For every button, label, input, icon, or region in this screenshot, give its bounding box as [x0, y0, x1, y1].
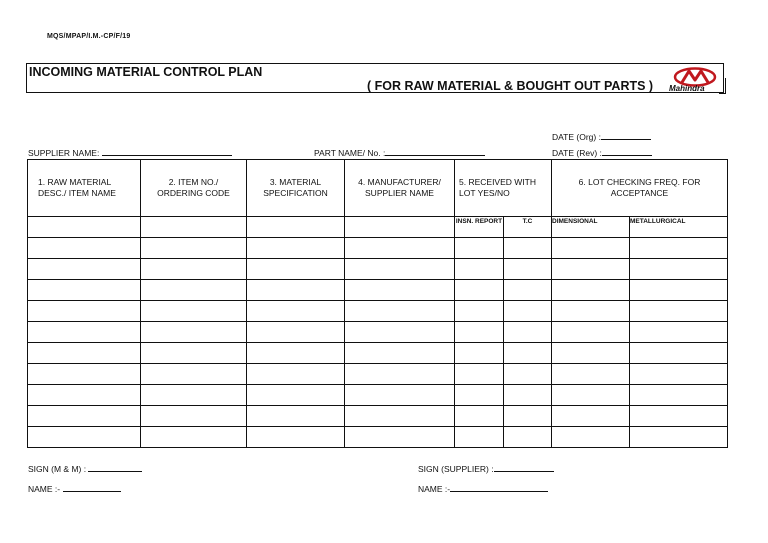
- cell[interactable]: [345, 217, 455, 238]
- table-cell[interactable]: [28, 238, 141, 259]
- col-header-item-no-text: 2. ITEM NO./ ORDERING CODE: [157, 177, 230, 198]
- table-cell[interactable]: [247, 385, 345, 406]
- logo-wordmark: Mahindra: [669, 84, 705, 93]
- table-cell[interactable]: [247, 280, 345, 301]
- name-mm-line: [63, 490, 121, 492]
- sign-mm-field[interactable]: [28, 464, 142, 474]
- table-cell[interactable]: [504, 280, 552, 301]
- table-cell[interactable]: [345, 406, 455, 427]
- table-cell[interactable]: [552, 259, 630, 280]
- sub-header-insn-report: INSN. REPORT: [455, 217, 504, 238]
- mahindra-logo: [667, 67, 723, 93]
- table-row: [28, 301, 728, 322]
- table-cell[interactable]: [630, 427, 728, 448]
- table-cell[interactable]: [345, 280, 455, 301]
- table-cell[interactable]: [455, 259, 504, 280]
- title-bracket: [719, 78, 726, 94]
- table-cell[interactable]: [345, 238, 455, 259]
- table-row: [28, 364, 728, 385]
- table-row: [28, 406, 728, 427]
- table-cell[interactable]: [455, 238, 504, 259]
- col-header-material-spec: [247, 160, 345, 217]
- table-cell[interactable]: [28, 259, 141, 280]
- table-cell[interactable]: [345, 364, 455, 385]
- table-cell[interactable]: [630, 406, 728, 427]
- table-cell[interactable]: [552, 406, 630, 427]
- table-cell[interactable]: [455, 322, 504, 343]
- cell[interactable]: [28, 217, 141, 238]
- table-cell[interactable]: [345, 322, 455, 343]
- table-row: [28, 280, 728, 301]
- name-mm-label: NAME :-: [28, 484, 61, 494]
- table-cell[interactable]: [141, 238, 247, 259]
- table-cell[interactable]: [28, 343, 141, 364]
- table-cell[interactable]: [141, 427, 247, 448]
- col-header-received-with-lot: [455, 160, 552, 217]
- table-cell[interactable]: [552, 238, 630, 259]
- table-cell[interactable]: [141, 322, 247, 343]
- table-row: [28, 259, 728, 280]
- sign-mm-line: [88, 470, 142, 472]
- table-cell[interactable]: [552, 301, 630, 322]
- part-name-line: [385, 154, 485, 156]
- table-cell[interactable]: [455, 427, 504, 448]
- table-cell[interactable]: [552, 343, 630, 364]
- sub-header-dimensional: DIMENSIONAL: [552, 217, 630, 238]
- col-header-material-spec-text: 3. MATERIAL SPECIFICATION: [263, 177, 328, 198]
- date-rev-label: DATE (Rev) :: [552, 148, 602, 158]
- table-cell[interactable]: [141, 301, 247, 322]
- table-cell[interactable]: [247, 301, 345, 322]
- table-cell[interactable]: [630, 364, 728, 385]
- table-cell[interactable]: [247, 343, 345, 364]
- col-header-raw-material-text: 1. RAW MATERIAL DESC./ ITEM NAME: [38, 177, 116, 198]
- table-cell[interactable]: [504, 343, 552, 364]
- table-cell[interactable]: [28, 322, 141, 343]
- name-supplier-label: NAME :-: [418, 484, 451, 494]
- table-cell[interactable]: [504, 406, 552, 427]
- col-header-raw-material: [28, 160, 141, 217]
- table-cell[interactable]: [455, 343, 504, 364]
- table-cell[interactable]: [141, 343, 247, 364]
- table-cell[interactable]: [28, 406, 141, 427]
- col-header-manufacturer-text: 4. MANUFACTURER/ SUPPLIER NAME: [358, 177, 441, 198]
- sign-supplier-field[interactable]: [418, 464, 554, 474]
- part-name-label: PART NAME/ No. :: [314, 148, 386, 158]
- table-cell[interactable]: [28, 385, 141, 406]
- table-cell[interactable]: [504, 259, 552, 280]
- page-title: INCOMING MATERIAL CONTROL PLAN: [29, 65, 263, 79]
- table-cell[interactable]: [345, 343, 455, 364]
- document-code: MQS/MPAP/I.M.-CP/F/19: [47, 33, 131, 40]
- table-cell[interactable]: [552, 322, 630, 343]
- table-cell[interactable]: [141, 280, 247, 301]
- table-cell[interactable]: [630, 322, 728, 343]
- table-row: [28, 343, 728, 364]
- cell[interactable]: [141, 217, 247, 238]
- table-cell[interactable]: [504, 238, 552, 259]
- table-cell[interactable]: [630, 343, 728, 364]
- table-cell[interactable]: [630, 301, 728, 322]
- table-cell[interactable]: [345, 301, 455, 322]
- col-header-received-with-lot-text: 5. RECEIVED WITH LOT YES/NO: [459, 177, 536, 198]
- table-cell[interactable]: [247, 259, 345, 280]
- table-cell[interactable]: [141, 364, 247, 385]
- table-cell[interactable]: [345, 385, 455, 406]
- col-header-manufacturer: [345, 160, 455, 217]
- table-cell[interactable]: [552, 427, 630, 448]
- table-row: [28, 238, 728, 259]
- table-cell[interactable]: [247, 364, 345, 385]
- name-mm-field[interactable]: [28, 484, 121, 494]
- table-cell[interactable]: [455, 280, 504, 301]
- name-supplier-field[interactable]: [418, 484, 548, 494]
- date-org-field[interactable]: [552, 132, 651, 142]
- table-cell[interactable]: [28, 427, 141, 448]
- table-cell[interactable]: [630, 259, 728, 280]
- col-header-lot-checking: [552, 160, 728, 217]
- col-header-item-no: [141, 160, 247, 217]
- table-row: [28, 427, 728, 448]
- table-cell[interactable]: [141, 406, 247, 427]
- sign-mm-label: SIGN (M & M) :: [28, 464, 87, 474]
- table-body: [28, 238, 728, 448]
- table-cell[interactable]: [504, 427, 552, 448]
- name-supplier-line: [450, 490, 548, 492]
- sub-header-tc: T.C: [504, 217, 552, 238]
- table-cell[interactable]: [247, 427, 345, 448]
- date-rev-field[interactable]: [552, 148, 652, 158]
- table-cell[interactable]: [345, 427, 455, 448]
- table-cell[interactable]: [141, 385, 247, 406]
- table-cell[interactable]: [28, 364, 141, 385]
- table-cell[interactable]: [141, 259, 247, 280]
- col-header-lot-checking-text: 6. LOT CHECKING FREQ. FOR ACCEPTANCE: [578, 177, 701, 198]
- date-rev-line: [602, 154, 652, 156]
- table-cell[interactable]: [552, 385, 630, 406]
- table-cell[interactable]: [552, 280, 630, 301]
- table-cell[interactable]: [455, 406, 504, 427]
- table-row: [28, 322, 728, 343]
- table-cell[interactable]: [247, 238, 345, 259]
- table-cell[interactable]: [552, 364, 630, 385]
- supplier-name-label: SUPPLIER NAME:: [28, 148, 100, 158]
- title-box: [26, 63, 724, 93]
- supplier-name-line: [102, 154, 232, 156]
- table-cell[interactable]: [630, 280, 728, 301]
- table-cell[interactable]: [504, 322, 552, 343]
- table-cell[interactable]: [630, 385, 728, 406]
- supplier-name-field[interactable]: [28, 148, 232, 158]
- part-name-field[interactable]: [314, 148, 485, 158]
- table-row: [28, 385, 728, 406]
- table-cell[interactable]: [28, 280, 141, 301]
- control-plan-table: [27, 159, 728, 448]
- table-cell[interactable]: [28, 301, 141, 322]
- table-cell[interactable]: [455, 385, 504, 406]
- table-cell[interactable]: [504, 301, 552, 322]
- table-cell[interactable]: [247, 406, 345, 427]
- table-cell[interactable]: [455, 301, 504, 322]
- sub-header-metallurgical: METALLURGICAL: [630, 217, 728, 238]
- table-cell[interactable]: [504, 385, 552, 406]
- table-cell[interactable]: [630, 238, 728, 259]
- sign-supplier-line: [494, 470, 554, 472]
- cell[interactable]: [247, 217, 345, 238]
- page-subtitle: ( FOR RAW MATERIAL & BOUGHT OUT PARTS ): [367, 79, 654, 93]
- date-org-label: DATE (Org) :: [552, 132, 601, 142]
- date-org-line: [601, 138, 651, 140]
- table-cell[interactable]: [345, 259, 455, 280]
- table-cell[interactable]: [504, 364, 552, 385]
- sign-supplier-label: SIGN (SUPPLIER) :: [418, 464, 494, 474]
- table-cell[interactable]: [455, 364, 504, 385]
- table-cell[interactable]: [247, 322, 345, 343]
